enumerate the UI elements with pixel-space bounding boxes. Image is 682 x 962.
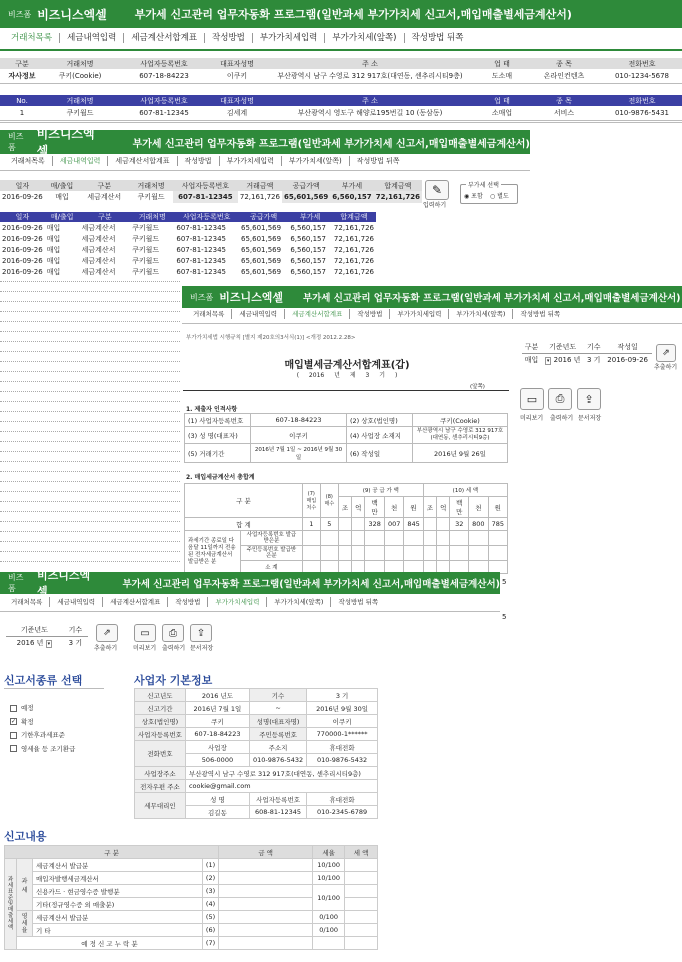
tab-client-list[interactable]: 거래처목록 (4, 33, 60, 43)
app-title: 부가세 신고관리 업무자동화 프로그램(일반과세 부가가치세 신고서,매입매출별세금계산서) (134, 8, 572, 21)
vat-include-radio[interactable]: ◉ 포함 (464, 193, 483, 200)
sum-table: 일자 매/출입 구분 거래처명 사업자등록번호 거래금액 공급가액 부가세 합계금액 2016-09-26 매입 세금계산서 쿠키월드 607-81-12345 72,161,726 65,601,569 6,560,157 72,161,726 (2, 181, 420, 201)
purchase-total-table: 구 분 (7) 매입처수 (8) 매수 (9) 공 급 가 액 (10) 세 액 조 억 백만 천 원 조 억 백만 천 원 합 계 1 5 328 007 845 32 800 785 과세기간 종료일 다음달 11일까지 전송된 전자세금계산서 발급받은 분 사업자등록번호 발급받은분 주민등록번호 발급받은분 소 계 (184, 483, 508, 574)
table-row[interactable]: 2016-09-26 매입 세금계산서 쿠키월드 607-81-12345 65,601,569 6,560,157 72,161,726 (2, 223, 374, 232)
export-icon: ⇗ (662, 348, 670, 358)
tab-tax-entry[interactable]: 세금내역입력 (60, 33, 124, 43)
vat-exclude-radio[interactable]: ○ 별도 (490, 193, 509, 200)
report-content-table: 구 분 금 액 세율 세 액 과세표준및매출세액 과세 세금계산서 발급분 (1) 10/100 매입자발행세금계산서 (2) 10/100 신용카드 · 현금영수증 발행분 (3) 10/100 기타(정규영수증 외 매출분) (4) 영세율 세금계산서 발급분 (5) 0/100 기 타 (6) 0/100 예 정 신 고 누 락 분 (7) (4, 845, 378, 950)
app-header-bar-4: 비즈폼 비즈니스엑셀 부가세 신고관리 업무자동화 프로그램(일반과세 부가가치세 신고서,매입매출별세금계산서) (0, 572, 500, 594)
table-row[interactable]: 2016-09-26 매입 세금계산서 쿠키월드 607-81-12345 65,601,569 6,560,157 72,161,726 (2, 234, 374, 243)
pencil-icon: ✎ (431, 183, 443, 197)
main-nav (4, 28, 470, 48)
save-doc-button-2[interactable] (190, 624, 212, 642)
monitor-icon: ▭ (526, 392, 538, 406)
form-title: 매입별세금계산서합계표(갑) (284, 360, 410, 371)
tab-guide-back[interactable]: 작성방법 뒤쪽 (411, 33, 464, 43)
client-table: No. 거래처명 사업자등록번호 대표자성명 주 소 업 태 종 목 전화번호 1 쿠키월드 607-81-12345 김세계 부산광역시 영도구 해양로195번길 10 (동삼동) 소매업 서비스 010-9876-5431 (0, 95, 682, 121)
year-term-selector: 기준년도 기수 2016 년 ▾ 3 기 (6, 625, 88, 650)
tab-vat-entry[interactable]: 부가가치세입력 (253, 33, 325, 43)
printer-icon: ⎙ (555, 392, 565, 405)
extract-button-2[interactable] (96, 624, 118, 642)
monitor-icon: ▭ (140, 627, 150, 639)
app-header-bar (0, 0, 682, 28)
tab-invoice-summary[interactable]: 세금계산서합계표 (124, 33, 205, 43)
type-checkbox-final[interactable]: ✓ 확정 (11, 717, 34, 726)
brand-logo: 비즈니스엑셀 (37, 7, 107, 22)
tax-entries-table: 일자 매/출입 구분 거래처명 사업자등록번호 공급가액 부가세 합계금액 2016-09-26 매입 세금계산서 쿠키월드 607-81-12345 65,601,569 6,560,157 72,161,726 2016-09-26 매입 세금계산서 쿠키월드 607-81-12345 65,601,569 6,560,157 72,161,726 2016-09-26 매입 세금계산서 쿠키월드 607-81-12345 65,601,569 6,560,157 72,161,726 2016-09-26 매입 세금계산서 쿠키월드 607-81-12345 65,601,569 6,560,157 72,161,726 2016-09-26 매입 세금계산서 쿠키월드 607-81-12345 65,601,569 6,560,157 72,161,726 (2, 213, 374, 276)
upload-icon: ⇪ (584, 392, 594, 406)
printer-icon: ⎙ (169, 627, 177, 639)
table-row[interactable]: 2016-09-26 매입 세금계산서 쿠키월드 607-81-12345 65,601,569 6,560,157 72,161,726 (2, 256, 374, 265)
period-selector: 구분 기준년도 기수 작성일 매입 ▾ 2016 년 3 기 2016-09-26 (522, 342, 652, 367)
upload-icon: ⇪ (196, 627, 206, 639)
tab-guide[interactable]: 작성방법 (205, 33, 253, 43)
report-type-title: 신고서종류 선택 (4, 674, 83, 687)
report-content-title: 신고내용 (4, 830, 47, 843)
app-header-bar-2: 비즈폼 비즈니스엑셀 부가세 신고관리 업무자동화 프로그램(일반과세 부가가치세 신고서,매입매출별세금계산서) (0, 130, 530, 154)
preview-button-2[interactable] (134, 624, 156, 642)
input-button[interactable] (425, 180, 449, 200)
year-select[interactable]: ▾ 2016 년 (546, 356, 581, 365)
type-checkbox-estimate[interactable]: 예정 (10, 702, 75, 716)
table-row[interactable]: 1 쿠키월드 607-81-12345 김세계 부산광역시 영도구 해양로195번길 10 (동삼동) 소매업 서비스 010-9876-5431 (0, 106, 682, 120)
app-header-bar-3: 비즈폼 비즈니스엑셀 부가세 신고관리 업무자동화 프로그램(일반과세 부가가치세 신고서,매입매출별세금계산서) (182, 286, 682, 308)
biz-info-title: 사업자 기본정보 (134, 674, 213, 687)
save-doc-button[interactable] (577, 388, 601, 410)
main-nav-2: 거래처목록 세금내역입력 세금계산서합계표 작성방법 부가가치세입력 부가가치세(앞쪽) 작성방법 뒤쪽 (4, 154, 407, 168)
export-icon: ⇗ (103, 628, 111, 638)
report-type-list (10, 702, 75, 756)
type-checkbox-late[interactable]: 기한후과세표준 (10, 729, 75, 743)
submitter-info-table: (1) 사업자등록번호 607-18-84223 (2) 상호(법인명) 쿠키(Cookie) (3) 성 명(대표자) 이쿠키 (4) 사업장 소재지 부산광역시 남구 수영로 312 917호(대연동, 센추리시티9층) (5) 거래기간 2016년 7월 1일 ~ 2016년 9월 30일 (6) 작성일 2016년 9월 26일 (184, 413, 508, 463)
year-select-2[interactable]: 2016 년 ▾ (16, 639, 51, 648)
tab-vat-front[interactable]: 부가가치세(앞쪽) (325, 33, 404, 43)
biz-info-table: 신고년도 2016 년도 기수 3 기 신고기간 2016년 7월 1일 ~ 2016년 9월 30일 상호(법인명) 쿠키 성명(대표자명) 이쿠키 사업자등록번호 607-18-84223 주민등록번호 770000-1****** 전화번호 사업장 주소지 휴대전화 506-0000 010-9876-5432 010-9876-5432 사업장주소 부산광역시 남구 수영로 312 917호(대연동, 센추리시티9층) 전자우편 주소 cookie@gmail.com 세무대리인 성 명 사업자등록번호 휴대전화 김길동 608-81-12345 010-2345-6789 (134, 688, 378, 819)
table-row[interactable]: 2016-09-26 매입 세금계산서 쿠키월드 607-81-12345 65,601,569 6,560,157 72,161,726 (2, 245, 374, 254)
preview-button[interactable] (520, 388, 544, 410)
company-info-table: 구분 거래처명 사업자등록번호 대표자성명 주 소 업 태 종 목 전화번호 자사정보 쿠키(Cookie) 607-18-84223 이쿠키 부산광역시 남구 수영로 312 917호(대연동, 센추리시티9층) 도소매 온라인컨텐츠 010-1234-5678 (0, 58, 682, 84)
main-nav-4: 거래처목록 세금내역입력 세금계산서합계표 작성방법 부가가치세입력 부가가치세(앞쪽) 작성방법 뒤쪽 (4, 596, 385, 608)
print-button[interactable] (548, 388, 572, 410)
type-checkbox-refund[interactable]: 영세율 등 조기환급 (10, 743, 75, 757)
extract-button[interactable] (656, 344, 676, 362)
print-button-2[interactable] (162, 624, 184, 642)
table-row[interactable]: 2016-09-26 매입 세금계산서 쿠키월드 607-81-12345 65,601,569 6,560,157 72,161,726 (2, 267, 374, 276)
brand-small: 비즈폼 (8, 9, 32, 19)
main-nav-3: 거래처목록 세금내역입력 세금계산서합계표 작성방법 부가가치세입력 부가가치세(앞쪽) 작성방법 뒤쪽 (186, 308, 567, 320)
